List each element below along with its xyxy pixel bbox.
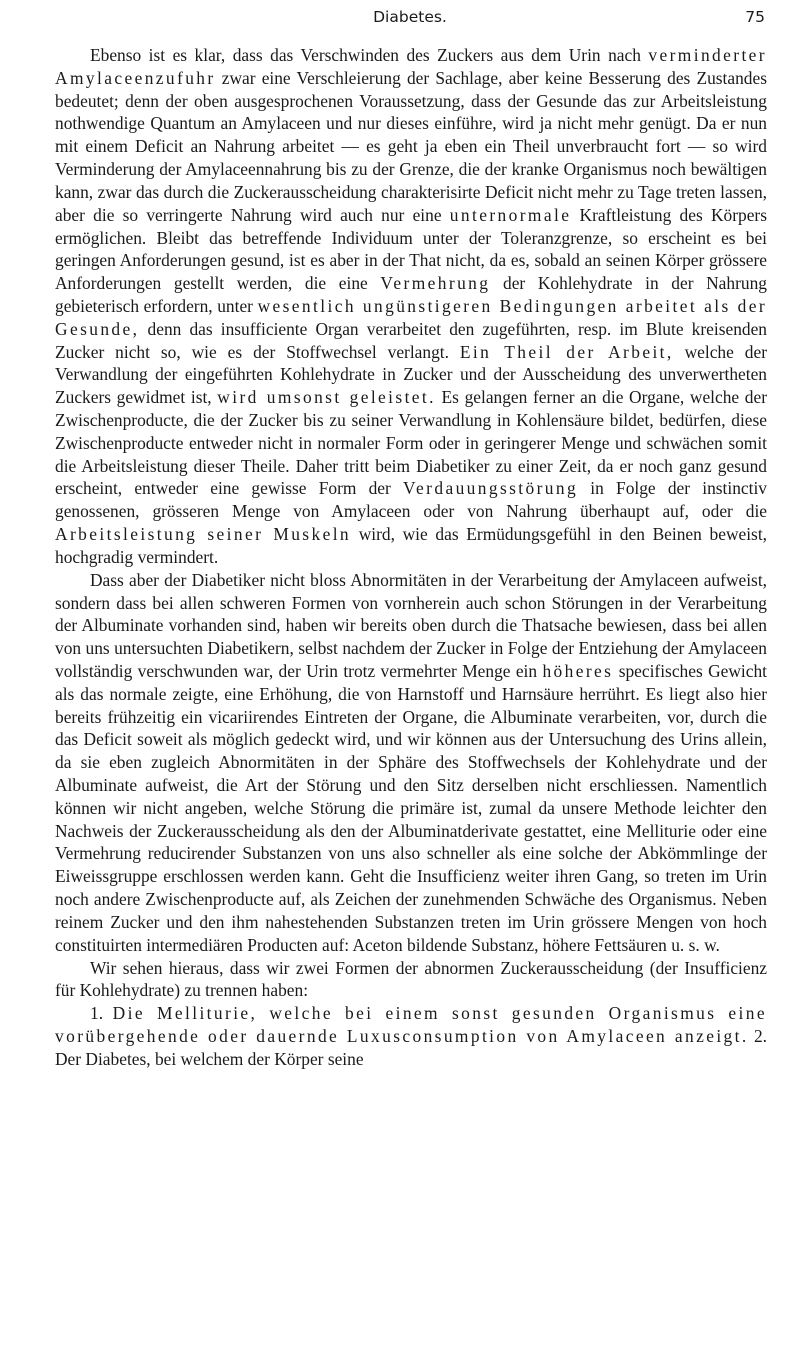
paragraph <box>55 1002 767 1070</box>
text-run: zwar eine Verschleierung der Sachlage, aber keine Besserung des Zustandes bedeutet; denn der oben ausgesprochenen Voraussetzung, dass der Gesunde das zur Arbeitsleistung nothwendige Quantum an Amylaceen und nur dieses einführe, wird ja nicht mehr genügt. Da er nun mit einem Deficit an Nahrung arbeitet — es geht ja eben ein Theil unverbraucht fort — so wird Verminderung der Amylaceennahrung bis zu der Grenze, die der kranke Organismus noch bewältigen kann, zwar das durch die Zuckerausscheidung charakterisirte Deficit nicht mehr zu Tage treten lassen, aber die so verringerte Nahrung wird auch nur eine <box>55 67 767 225</box>
paragraph <box>55 569 767 957</box>
emphasis-text: Die Melliturie, welche bei einem sonst gesunden Organismus eine vorübergehende oder dauernde Luxusconsumption von Amylaceen anzeigt. <box>55 1003 767 1046</box>
body-text <box>55 44 767 1071</box>
emphasis-text: Arbeitsleistung seiner Muskeln <box>55 524 352 545</box>
text-run: Es gelangen ferner an die Organe, welche der Zwischenproducte, die der Zucker bis zu seiner Verwandlung in Kohlensäure bildet, bedürfen, diese Zwischenproducte entweder nicht in normaler Form oder in geringerer Menge und schwächen somit die Arbeitsleistung dieser Theile. Daher tritt beim Diabetiker zu einer Zeit, da er noch ganz gesund erscheint, entweder eine gewisse Form der <box>55 387 767 499</box>
text-run: Wir sehen hieraus, dass wir zwei Formen der abnormen Zuckerausscheidung (der Insufficienz für Kohlehydrate) zu trennen haben: <box>55 957 767 1001</box>
text-run: specifisches Gewicht als das normale zeigte, eine Erhöhung, die von Harnstoff und Harnsäure herrührt. Es liegt also hier bereits frühzeitig ein vicariirendes Eintreten der Organe, die Albuminate verarbeiten, vor, durch die das Deficit soweit als möglich gedeckt wird, und wir können aus der Untersuchung des Urins allein, da sie eben zugleich Abnormitäten in der Sphäre des Stoffwechsels der Kohlehydrate und der Albuminate aufweist, die Art der Störung und den Sitz derselben nicht erschliessen. Namentlich können wir nicht angeben, welche Störung die primäre ist, zumal da unsere Methode leichter den Nachweis der Zuckerausscheidung als den der Albuminatderivate gestattet, eine Melliturie oder eine Vermehrung reducirender Substanzen von uns also schneller als eine solche der Abkömmlinge der Eiweissgruppe erschlossen werden kann. Geht die Insufficienz weiter ihren Gang, so treten im Urin noch andere Zwischenproducte auf, als Zeichen der zunehmenden Schwäche des Organismus. Neben reinem Zucker und den ihm nahestehenden Substanzen treten im Urin grössere Mengen von hoch constituirten intermediären Producten auf: Aceton bildende Substanz, höhere Fettsäuren u. s. w. <box>55 660 767 955</box>
text-run: Ebenso ist es klar, dass das Verschwinden des Zuckers aus dem Urin nach <box>90 45 649 65</box>
emphasis-text: Verdauungsstörung <box>403 478 579 499</box>
text-run: in Folge der instinctiv genossenen, grösseren Menge von Amylaceen oder von Nahrung überhaupt auf, oder die <box>55 478 767 522</box>
emphasis-text: höheres <box>542 660 614 681</box>
emphasis-text: wird umsonst geleistet. <box>217 387 436 408</box>
running-head <box>55 8 765 36</box>
emphasis-text: unternormale <box>449 204 572 225</box>
text-run: welche der Verwandlung der eingeführten Kohlehydrate in Zucker und der Ausscheidung des unverwertheten Zuckers gewidmet ist, <box>55 341 767 408</box>
running-head-title: Diabetes. <box>373 8 447 26</box>
emphasis-text: Ein Theil der Arbeit, <box>459 341 674 362</box>
text-run: Dass aber der Diabetiker nicht bloss Abnormitäten in der Verarbeitung der Amylaceen aufweist, sondern dass bei allen schweren Formen von vornherein auch schon Störungen in der Verarbeitung der Albuminate vorhanden sind, haben wir bereits oben durch die Thatsache bewiesen, dass bei allen von uns untersuchten Diabetikern, selbst nachdem der Zucker in Folge der Entziehung der Amylaceen vollständig verschwunden war, der Urin trotz vermehrter Menge ein <box>55 569 767 681</box>
text-run: Kraftleistung des Körpers ermöglichen. Bleibt das betreffende Individuum unter der Toleranzgrenze, so erscheint es bei geringen Anforderungen gesund, ist es aber in der That nicht, da es, sobald an seinen Körper grössere Anforderungen gestellt werden, die eine <box>55 204 767 294</box>
page-number: 75 <box>745 8 765 26</box>
text-run: 1. <box>90 1003 113 1024</box>
paragraph <box>55 44 767 569</box>
emphasis-text: wesentlich ungünstigeren Bedingungen arbeitet als der Gesunde, <box>55 295 768 339</box>
emphasis-text: verminderter Amylaceenzufuhr <box>55 45 767 88</box>
text-run: denn das insufficiente Organ verarbeitet den zugeführten, resp. im Blute kreisenden Zucker nicht so, wie es der Stoffwechsel verlangt. <box>55 318 767 362</box>
text-run: der Kohlehydrate in der Nahrung gebieterisch erfordern, unter <box>55 273 767 316</box>
emphasis-text: Vermehrung <box>380 273 491 294</box>
text-run: wird, wie das Ermüdungsgefühl in den Beinen beweist, hochgradig vermindert. <box>55 524 767 567</box>
text-run: 2. Der Diabetes, bei welchem der Körper seine <box>55 1025 767 1069</box>
paragraph <box>55 957 767 1003</box>
